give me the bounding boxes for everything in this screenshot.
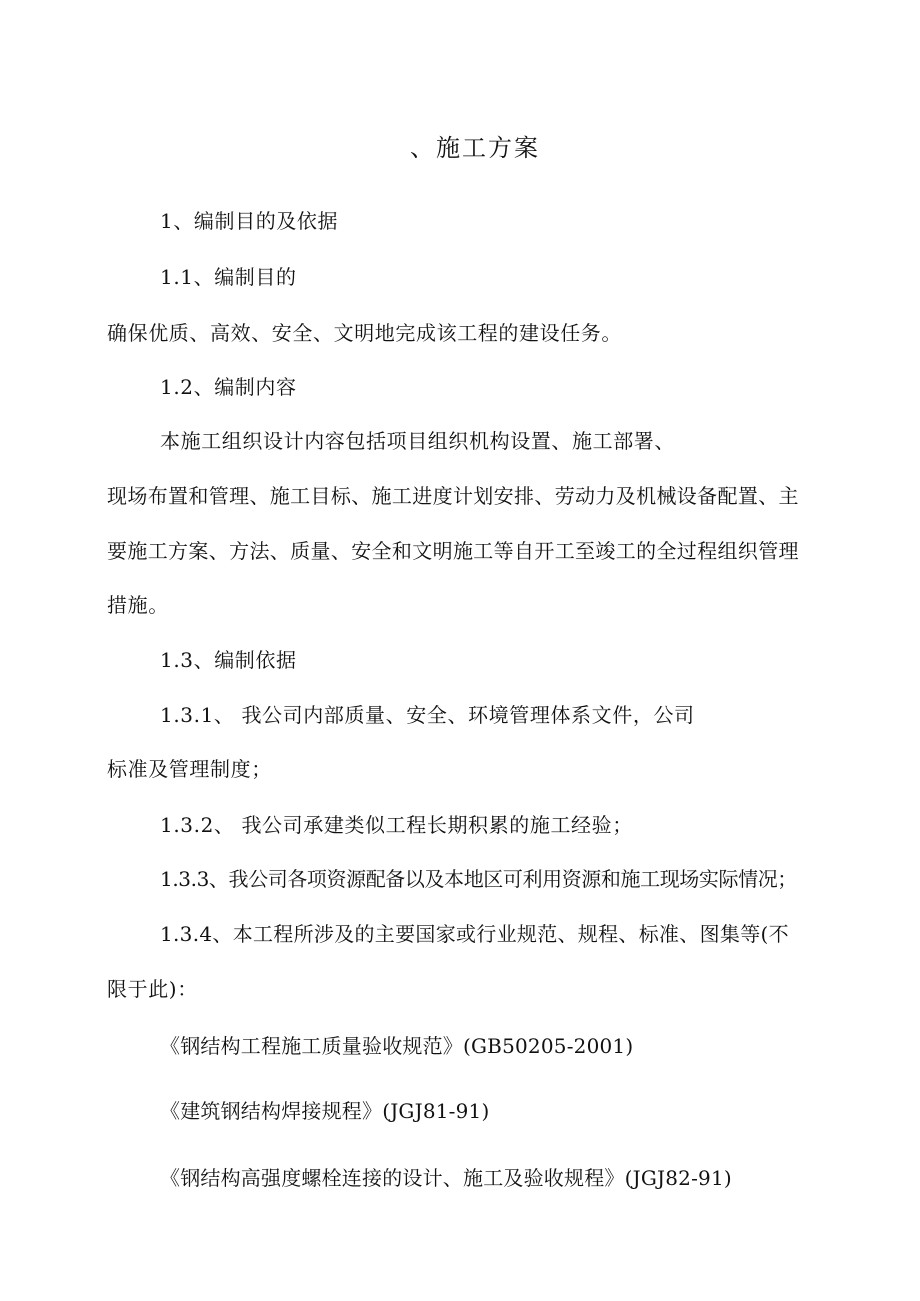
section-1-2-body-line: 本施工组织设计内容包括项目组织机构设置、施工部署、: [160, 429, 675, 453]
reference-item: 《建筑钢结构焊接规程》(JGJ81-91): [160, 1099, 490, 1123]
section-1-2-body-line: 措施。: [107, 593, 169, 617]
item-1-3-3: 1.3.3、我公司各项资源配备以及本地区可利用资源和施工现场实际情况；: [160, 867, 797, 891]
item-1-3-1-line: 1.3.1、 我公司内部质量、安全、环境管理体系文件，公司: [160, 703, 695, 727]
section-1-heading: 1、编制目的及依据: [160, 209, 339, 233]
section-1-3-heading: 1.3、编制依据: [160, 648, 297, 672]
item-1-3-4-line: 限于此)：: [107, 977, 198, 1001]
section-1-1-body: 确保优质、高效、安全、文明地完成该工程的建设任务。: [107, 321, 622, 345]
section-1-1-heading: 1.1、编制目的: [160, 265, 297, 289]
section-1-2-body-line: 现场布置和管理、施工目标、施工进度计划安排、劳动力及机械设备配置、主: [107, 484, 799, 508]
section-1-2-heading: 1.2、编制内容: [160, 375, 297, 399]
item-1-3-1-line: 标准及管理制度；: [107, 757, 272, 781]
section-1-2-body-line: 要施工方案、方法、质量、安全和文明施工等自开工至竣工的全过程组织管理: [107, 539, 799, 563]
item-1-3-2: 1.3.2、 我公司承建类似工程长期积累的施工经验；: [160, 813, 633, 837]
reference-item: 《钢结构工程施工质量验收规范》(GB50205-2001): [160, 1034, 634, 1058]
document-title: 、施工方案: [410, 134, 540, 162]
item-1-3-4-line: 1.3.4、本工程所涉及的主要国家或行业规范、规程、标准、图集等(不: [160, 922, 789, 946]
reference-item: 《钢结构高强度螺栓连接的设计、施工及验收规程》(JGJ82-91): [160, 1166, 732, 1190]
